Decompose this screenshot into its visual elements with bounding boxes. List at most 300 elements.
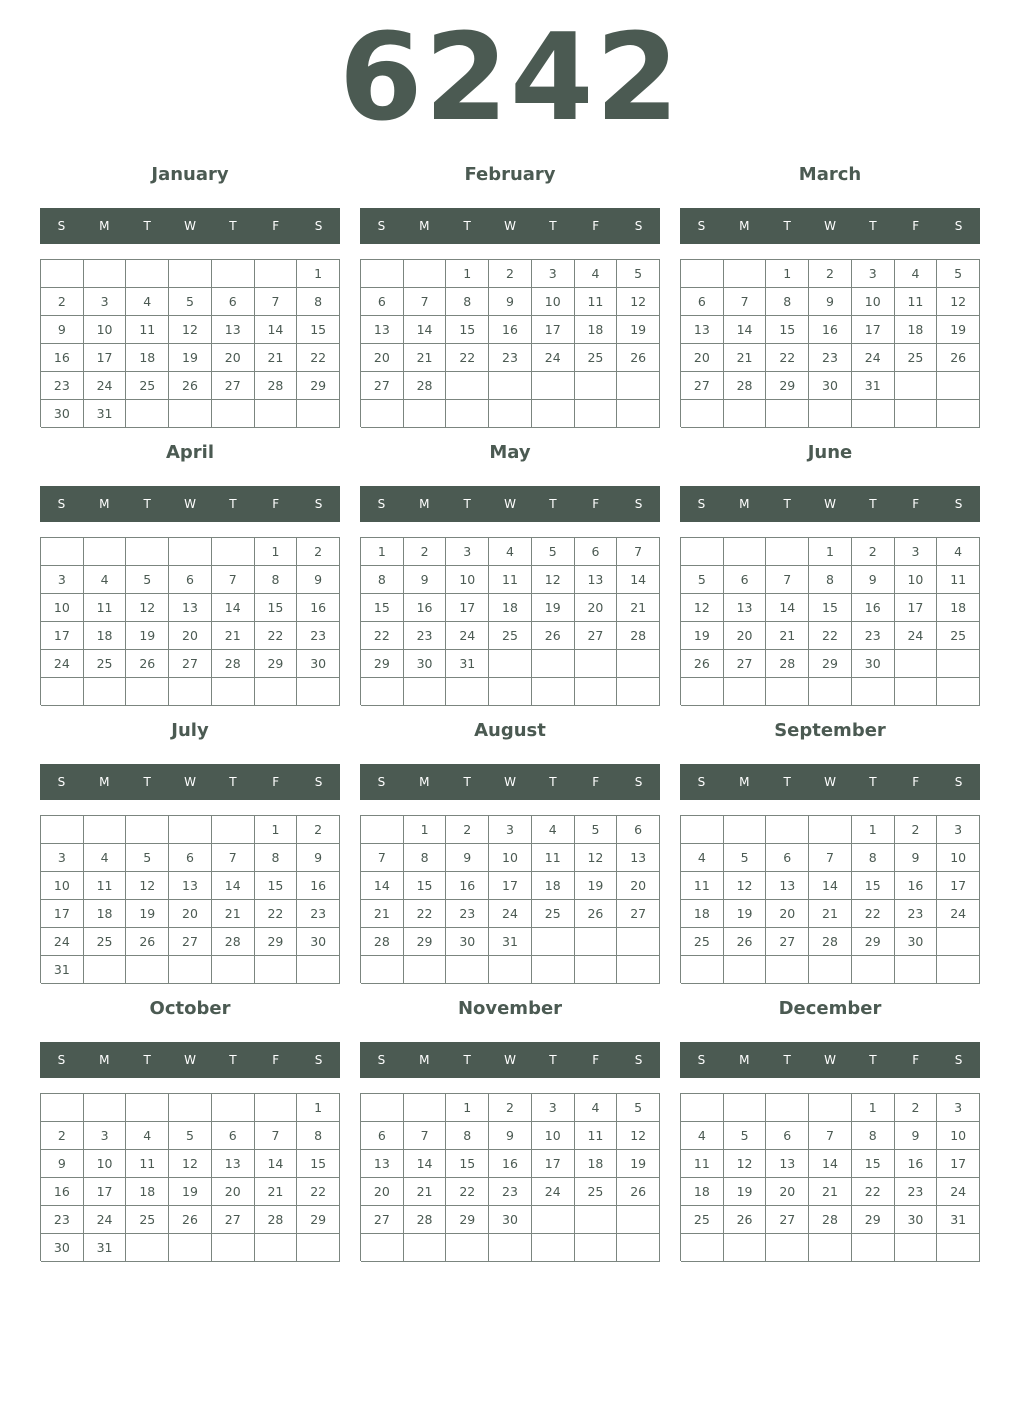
day-cell	[681, 260, 724, 288]
day-cell: 10	[489, 844, 532, 872]
day-cell: 7	[404, 288, 447, 316]
day-cell: 9	[297, 566, 340, 594]
day-cell	[126, 1094, 169, 1122]
day-cell: 30	[852, 650, 895, 678]
day-cell: 17	[446, 594, 489, 622]
day-cell: 27	[766, 928, 809, 956]
day-cell	[361, 400, 404, 428]
day-cell	[681, 538, 724, 566]
day-cell	[937, 956, 980, 984]
weekday-label: T	[783, 497, 791, 511]
day-cell	[446, 956, 489, 984]
weekday-label: S	[634, 775, 643, 789]
day-cell: 10	[937, 1122, 980, 1150]
day-cell: 25	[126, 372, 169, 400]
day-cell: 4	[489, 538, 532, 566]
day-cell: 16	[895, 1150, 938, 1178]
day-cell	[41, 538, 84, 566]
day-cell	[809, 1234, 852, 1262]
day-cell: 26	[532, 622, 575, 650]
weekday-label: M	[739, 775, 750, 789]
weekday-label: T	[463, 775, 471, 789]
day-cell: 8	[297, 1122, 340, 1150]
day-cell: 16	[809, 316, 852, 344]
day-grid	[360, 815, 660, 983]
day-grid	[680, 259, 980, 427]
day-cell: 25	[84, 650, 127, 678]
day-cell: 24	[41, 928, 84, 956]
day-grid	[360, 1093, 660, 1261]
day-cell: 31	[489, 928, 532, 956]
day-cell	[404, 1234, 447, 1262]
weekday-label: S	[57, 1053, 66, 1067]
month-title: September	[774, 720, 886, 741]
month-title: February	[464, 164, 556, 185]
day-cell: 26	[617, 1178, 660, 1206]
day-cell: 18	[575, 1150, 618, 1178]
day-cell	[126, 816, 169, 844]
day-cell	[489, 678, 532, 706]
day-cell: 20	[361, 344, 404, 372]
weekday-label: W	[504, 497, 516, 511]
day-cell: 7	[255, 288, 298, 316]
day-cell: 25	[895, 344, 938, 372]
weekday-label: M	[99, 219, 110, 233]
day-cell	[681, 1094, 724, 1122]
day-cell: 17	[489, 872, 532, 900]
day-cell	[766, 678, 809, 706]
day-cell: 9	[895, 1122, 938, 1150]
day-cell: 19	[724, 900, 767, 928]
day-cell	[255, 1094, 298, 1122]
day-cell: 23	[809, 344, 852, 372]
day-cell: 21	[212, 900, 255, 928]
day-cell: 6	[361, 1122, 404, 1150]
day-cell: 14	[255, 1150, 298, 1178]
day-grid	[40, 815, 340, 983]
weekday-label: M	[99, 497, 110, 511]
day-cell: 11	[681, 872, 724, 900]
weekday-label: S	[314, 497, 323, 511]
weekday-label: T	[229, 219, 237, 233]
day-cell	[84, 816, 127, 844]
day-cell	[361, 816, 404, 844]
weekday-label: T	[869, 497, 877, 511]
day-cell: 17	[41, 900, 84, 928]
day-cell: 12	[532, 566, 575, 594]
day-cell: 14	[361, 872, 404, 900]
day-cell: 13	[361, 316, 404, 344]
weekday-label: T	[143, 497, 151, 511]
day-cell: 7	[212, 566, 255, 594]
day-cell: 3	[937, 1094, 980, 1122]
weekday-label: T	[549, 497, 557, 511]
day-cell: 17	[41, 622, 84, 650]
day-cell: 12	[724, 1150, 767, 1178]
day-cell: 20	[766, 900, 809, 928]
month-title: November	[457, 998, 563, 1019]
weekday-label: F	[912, 497, 920, 511]
day-cell	[681, 956, 724, 984]
day-cell: 21	[361, 900, 404, 928]
day-cell	[724, 260, 767, 288]
day-cell	[489, 372, 532, 400]
day-cell: 22	[297, 344, 340, 372]
day-cell	[297, 400, 340, 428]
day-cell: 14	[809, 1150, 852, 1178]
day-cell	[937, 372, 980, 400]
weekday-label: M	[739, 497, 750, 511]
weekday-header	[360, 208, 660, 244]
day-cell	[169, 678, 212, 706]
day-cell	[617, 1206, 660, 1234]
day-cell: 15	[255, 872, 298, 900]
day-grid	[680, 815, 980, 983]
day-cell: 28	[766, 650, 809, 678]
day-cell: 13	[724, 594, 767, 622]
day-cell: 23	[41, 372, 84, 400]
day-cell: 14	[617, 566, 660, 594]
day-cell	[895, 1234, 938, 1262]
day-cell: 12	[169, 1150, 212, 1178]
day-cell	[895, 372, 938, 400]
weekday-label: T	[463, 497, 471, 511]
day-cell: 25	[126, 1206, 169, 1234]
day-cell: 19	[169, 1178, 212, 1206]
day-cell	[766, 956, 809, 984]
day-cell: 25	[532, 900, 575, 928]
day-cell	[169, 956, 212, 984]
day-cell: 13	[575, 566, 618, 594]
day-cell	[212, 816, 255, 844]
day-cell	[766, 1094, 809, 1122]
day-cell: 4	[126, 288, 169, 316]
day-cell: 18	[532, 872, 575, 900]
day-cell: 28	[212, 928, 255, 956]
month-title: June	[807, 442, 853, 463]
day-cell: 9	[404, 566, 447, 594]
day-cell: 25	[575, 1178, 618, 1206]
day-cell: 16	[297, 872, 340, 900]
day-cell: 20	[361, 1178, 404, 1206]
day-cell: 19	[617, 316, 660, 344]
day-cell: 27	[681, 372, 724, 400]
day-cell	[809, 678, 852, 706]
day-cell: 7	[212, 844, 255, 872]
day-cell: 9	[809, 288, 852, 316]
weekday-label: T	[783, 1053, 791, 1067]
day-cell: 15	[297, 1150, 340, 1178]
day-cell	[297, 1234, 340, 1262]
weekday-label: T	[229, 775, 237, 789]
weekday-label: T	[143, 219, 151, 233]
weekday-label: S	[697, 1053, 706, 1067]
day-cell: 3	[532, 260, 575, 288]
day-cell: 16	[489, 316, 532, 344]
day-cell: 8	[404, 844, 447, 872]
day-cell: 12	[169, 316, 212, 344]
weekday-label: W	[824, 1053, 836, 1067]
day-cell	[852, 678, 895, 706]
day-cell	[852, 400, 895, 428]
day-cell: 1	[297, 1094, 340, 1122]
day-cell	[446, 678, 489, 706]
day-cell	[617, 678, 660, 706]
day-cell	[126, 1234, 169, 1262]
weekday-label: T	[549, 775, 557, 789]
day-cell: 9	[489, 1122, 532, 1150]
weekday-label: F	[272, 775, 280, 789]
day-cell: 31	[84, 1234, 127, 1262]
day-cell: 6	[766, 1122, 809, 1150]
day-cell: 8	[809, 566, 852, 594]
day-cell: 11	[575, 1122, 618, 1150]
day-cell: 15	[361, 594, 404, 622]
month-title: October	[149, 998, 231, 1019]
day-cell: 19	[681, 622, 724, 650]
day-cell: 24	[84, 1206, 127, 1234]
day-cell: 5	[126, 566, 169, 594]
day-cell: 9	[489, 288, 532, 316]
day-cell: 15	[446, 316, 489, 344]
weekday-label: T	[549, 219, 557, 233]
month-may	[360, 438, 660, 706]
day-cell: 27	[169, 928, 212, 956]
day-cell	[361, 678, 404, 706]
day-cell: 11	[575, 288, 618, 316]
day-cell: 12	[681, 594, 724, 622]
day-cell: 20	[617, 872, 660, 900]
day-cell: 22	[766, 344, 809, 372]
day-cell	[575, 928, 618, 956]
day-cell	[809, 956, 852, 984]
day-cell	[937, 400, 980, 428]
day-cell: 27	[361, 1206, 404, 1234]
day-cell: 14	[212, 872, 255, 900]
day-cell: 2	[809, 260, 852, 288]
day-cell: 29	[446, 1206, 489, 1234]
weekday-label: F	[272, 219, 280, 233]
year-title: 6242	[339, 9, 681, 148]
day-cell: 22	[297, 1178, 340, 1206]
day-cell: 27	[212, 372, 255, 400]
day-cell	[212, 400, 255, 428]
day-cell	[169, 538, 212, 566]
day-cell: 4	[681, 1122, 724, 1150]
day-cell: 29	[766, 372, 809, 400]
day-cell: 1	[446, 1094, 489, 1122]
day-cell: 10	[532, 1122, 575, 1150]
month-november	[360, 994, 660, 1262]
day-cell: 3	[532, 1094, 575, 1122]
month-september	[680, 716, 980, 984]
day-cell	[41, 816, 84, 844]
day-cell: 6	[169, 844, 212, 872]
day-cell: 9	[852, 566, 895, 594]
day-cell: 28	[617, 622, 660, 650]
day-cell: 19	[724, 1178, 767, 1206]
day-cell: 24	[446, 622, 489, 650]
weekday-label: W	[824, 497, 836, 511]
day-cell: 2	[404, 538, 447, 566]
weekday-label: T	[783, 775, 791, 789]
day-cell: 7	[809, 844, 852, 872]
day-cell	[255, 956, 298, 984]
day-cell: 15	[446, 1150, 489, 1178]
weekday-label: S	[634, 1053, 643, 1067]
day-cell: 11	[937, 566, 980, 594]
weekday-header	[40, 486, 340, 522]
day-cell: 6	[169, 566, 212, 594]
day-cell: 30	[895, 1206, 938, 1234]
day-cell	[297, 678, 340, 706]
day-cell: 10	[84, 1150, 127, 1178]
weekday-label: S	[697, 219, 706, 233]
weekday-header	[360, 764, 660, 800]
day-cell: 10	[895, 566, 938, 594]
month-february	[360, 160, 660, 428]
day-cell	[404, 1094, 447, 1122]
day-cell: 27	[361, 372, 404, 400]
day-cell: 20	[169, 900, 212, 928]
day-cell	[937, 650, 980, 678]
weekday-label: F	[592, 219, 600, 233]
weekday-label: W	[184, 497, 196, 511]
day-cell: 5	[575, 816, 618, 844]
day-cell: 24	[852, 344, 895, 372]
day-cell: 23	[489, 344, 532, 372]
day-cell: 1	[255, 538, 298, 566]
day-cell: 10	[852, 288, 895, 316]
day-cell	[575, 372, 618, 400]
day-cell	[766, 1234, 809, 1262]
day-cell	[361, 1234, 404, 1262]
day-cell: 17	[852, 316, 895, 344]
day-cell: 29	[852, 928, 895, 956]
day-cell: 1	[809, 538, 852, 566]
day-cell: 7	[809, 1122, 852, 1150]
weekday-label: S	[314, 775, 323, 789]
weekday-label: W	[824, 775, 836, 789]
day-cell	[212, 260, 255, 288]
day-cell: 2	[446, 816, 489, 844]
day-cell: 29	[809, 650, 852, 678]
day-cell	[809, 1094, 852, 1122]
day-cell: 12	[575, 844, 618, 872]
day-cell	[84, 260, 127, 288]
day-grid	[360, 537, 660, 705]
day-cell	[575, 400, 618, 428]
day-cell: 7	[724, 288, 767, 316]
weekday-label: T	[143, 1053, 151, 1067]
weekday-label: W	[184, 775, 196, 789]
weekday-label: S	[954, 219, 963, 233]
weekday-header	[360, 1042, 660, 1078]
day-cell: 27	[169, 650, 212, 678]
day-cell	[724, 1094, 767, 1122]
day-cell: 4	[895, 260, 938, 288]
day-cell: 17	[937, 872, 980, 900]
weekday-label: T	[783, 219, 791, 233]
day-cell: 24	[532, 344, 575, 372]
weekday-label: S	[697, 775, 706, 789]
day-cell	[532, 400, 575, 428]
day-cell	[255, 1234, 298, 1262]
day-cell: 9	[446, 844, 489, 872]
day-cell: 15	[404, 872, 447, 900]
day-cell: 11	[895, 288, 938, 316]
day-cell: 4	[575, 260, 618, 288]
weekday-label: S	[377, 219, 386, 233]
day-cell: 26	[724, 1206, 767, 1234]
weekday-label: F	[912, 1053, 920, 1067]
weekday-label: S	[634, 497, 643, 511]
weekday-label: W	[504, 219, 516, 233]
day-cell: 17	[532, 1150, 575, 1178]
weekday-label: S	[57, 219, 66, 233]
day-cell: 17	[84, 344, 127, 372]
day-cell	[255, 400, 298, 428]
weekday-header	[40, 1042, 340, 1078]
day-cell	[169, 816, 212, 844]
day-cell	[724, 678, 767, 706]
day-cell	[617, 956, 660, 984]
day-cell: 2	[297, 816, 340, 844]
day-cell: 12	[126, 594, 169, 622]
day-cell: 16	[41, 344, 84, 372]
day-cell: 5	[169, 288, 212, 316]
day-cell: 8	[446, 1122, 489, 1150]
day-cell: 5	[169, 1122, 212, 1150]
day-cell: 1	[766, 260, 809, 288]
day-cell: 18	[575, 316, 618, 344]
day-cell: 19	[617, 1150, 660, 1178]
day-cell	[575, 1206, 618, 1234]
day-cell	[617, 928, 660, 956]
day-cell	[297, 956, 340, 984]
day-cell: 3	[41, 566, 84, 594]
month-june	[680, 438, 980, 706]
day-cell: 22	[361, 622, 404, 650]
day-cell	[724, 400, 767, 428]
day-cell	[126, 678, 169, 706]
day-cell: 9	[895, 844, 938, 872]
day-cell: 21	[617, 594, 660, 622]
day-cell	[617, 1234, 660, 1262]
weekday-label: F	[272, 497, 280, 511]
day-cell: 24	[532, 1178, 575, 1206]
day-cell	[895, 678, 938, 706]
day-cell: 12	[126, 872, 169, 900]
weekday-label: M	[419, 775, 430, 789]
day-cell: 3	[895, 538, 938, 566]
day-cell: 19	[575, 872, 618, 900]
day-cell	[212, 678, 255, 706]
day-cell: 14	[255, 316, 298, 344]
day-cell: 25	[84, 928, 127, 956]
day-cell: 2	[489, 260, 532, 288]
day-cell: 18	[84, 900, 127, 928]
day-cell: 22	[446, 1178, 489, 1206]
day-cell: 9	[41, 316, 84, 344]
month-title: April	[165, 442, 215, 463]
day-cell: 18	[937, 594, 980, 622]
weekday-label: F	[592, 497, 600, 511]
day-cell	[724, 816, 767, 844]
day-cell: 6	[361, 288, 404, 316]
day-cell: 11	[489, 566, 532, 594]
month-title: July	[171, 720, 209, 741]
